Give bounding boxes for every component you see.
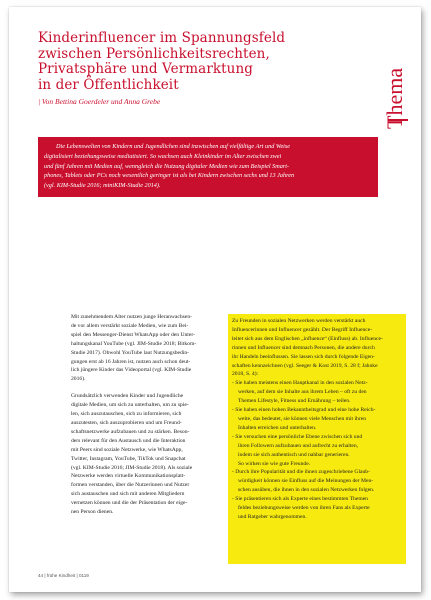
body-line: spiel den Messenger-Dienst WhatsApp oder den Unter- (71, 331, 195, 338)
title-line: zwischen Persönlichkeitsrechten, (38, 45, 270, 62)
body-line: 2016). (71, 376, 86, 383)
magazine-page (9, 7, 421, 592)
bullet-line: - Sie haben meistens einen Hauptkanal in den sozialen Netz- (232, 380, 368, 387)
body-paragraph (71, 392, 221, 517)
body-line: ders relevant für den Austausch und die Interaktion (71, 437, 186, 444)
lead-paragraph (38, 137, 378, 197)
bullet-line: Themen Lifestyle, Fitness und Ernährung – teilen. (238, 398, 351, 405)
bullet-line: So wirken sie wie gute Freunde. (238, 460, 311, 467)
body-line: (vgl. KIM-Studie 2016; JIM-Studie 2018). Als soziale (71, 464, 193, 471)
author-byline: | Von Bettina Goerdeler und Anna Grebe (38, 97, 161, 106)
article-header (38, 31, 373, 106)
highlight-line: ihr Handeln beeinflussen. Sie lassen sich durch folgende Eigen- (232, 353, 375, 360)
highlight-line: 2018, S. 4): (232, 371, 259, 378)
highlight-line: rinnen und Influencer sind demnach Personen, die andere durch (232, 344, 375, 351)
body-line: digitale Medien, um sich zu unterhalten, um zu spie- (71, 402, 189, 409)
bullet-line: Inhalten erreichen und unterhalten. (238, 424, 317, 431)
highlight-line: leitet sich aus dem Englischen „influence“ (Einfluss) ab. Influence- (232, 335, 383, 342)
body-line: haltungskanal YouTube (vgl. JIM-Studie 2018; Bitkom- (71, 340, 197, 347)
body-line: mit Peers sind soziale Netzwerke, wie WhatsApp, (71, 446, 183, 453)
bullet-line: werken, auf dem sie Inhalte aus ihrem Leben – oft zu den (238, 389, 367, 396)
bullet-line: feldes beziehungsweise werden von ihren Fans als Experte (238, 505, 370, 512)
body-line: lich jüngere Kinder das Videoportal (vgl. KIM-Studie (71, 367, 192, 374)
body-line: Studie 2017). Obwohl YouTube laut Nutzungsbedin- (71, 349, 190, 356)
highlight-line: Zu Freunden in sozialen Netzwerken werden verstärkt auch (232, 318, 366, 324)
title-line: Kinderinfluencer im Spannungsfeld (38, 30, 286, 46)
highlight-line: schaften kennzeichnen (vgl. Seeger & Kost 2019, S. 28 f; Jahnke (232, 362, 378, 369)
bullet-line: würdigkeit können sie Einfluss auf die Meinungen der Men- (238, 478, 374, 485)
bullet-line: indem sie sich authentisch und nahbar generieren. (238, 451, 350, 458)
lead-line: (vgl. KIM-Studie 2016; miniKIM-Studie 2014). (44, 182, 161, 190)
bullet-line: und Ratgeber wahrgenommen. (238, 513, 307, 520)
highlight-column (228, 314, 406, 564)
body-line: sich austauschen und sich mit anderen Mitgliedern (71, 491, 185, 498)
body-line: de vor allem verstärkt soziale Medien, wie zum Bei- (71, 322, 189, 329)
bullet-line: weite, das bedeutet, sie können viele Menschen mit ihren (238, 415, 366, 422)
highlight-line: Influencerinnen und Influencer gezählt. Der Begriff Influence- (232, 326, 373, 333)
body-line: Twitter, Instagram, YouTube, TikTok und Snapchat (71, 455, 186, 462)
body-paragraph (71, 313, 221, 384)
body-line: Netzwerke werden virtuelle Kommunikationsplatt- (71, 473, 186, 480)
section-label (380, 21, 412, 141)
lead-line: digitalisiert beziehungsweise mediatisiert. So wachsen auch Kleinkinder im Alter zwischen zwei (44, 152, 282, 160)
body-line: gungen erst ab 16 Jahren ist, nutzen auch schon deut- (71, 358, 191, 365)
bullet-line: - Sie versuchen eine persönliche Ebene zwischen sich und (232, 433, 363, 440)
body-column-left (71, 313, 221, 525)
bullet-line: schen ausüben, die ihnen in den sozialen Netzwerken folgen. (238, 487, 375, 494)
body-line: Mit zunehmendem Alter nutzen junge Heranwachsen- (71, 314, 192, 320)
body-line: formen verstanden, über die Nutzerinnen und Nutzer (71, 482, 190, 489)
body-line: Grundsätzlich verwenden Kinder und Jugendliche (71, 393, 184, 400)
lead-line: und fünf Jahren mit Medien auf, wenngleich die Nutzung digitaler Medien wie zum Beispiel Smart- (44, 162, 289, 170)
page-footer: 44 | frühe Kindheit | 0119 (38, 573, 89, 578)
bullet-line: - Sie haben einen hohen Bekanntheitsgrad und eine hohe Reich- (232, 407, 376, 414)
bullet-line: - Durch ihre Popularität und die ihnen zugeschriebene Glaub- (232, 469, 370, 476)
title-line: in der Öffentlichkeit (38, 76, 179, 93)
lead-line: phones, Tablets oder PCs noch wesentlich geringer ist als bei Kindern zwischen sechs und 13 Jahren (44, 172, 295, 180)
body-line: len, sich auszutauschen, sich zu informieren, sich (71, 411, 182, 418)
body-line: schaftsnetzwerke aufzubauen und zu stärken. Beson- (71, 428, 190, 435)
body-line: auszutesten, sich auszuprobieren und um Freund- (71, 419, 182, 426)
bullet-line: ihren Followern aufzubauen und aufrecht zu erhalten, (238, 442, 359, 449)
body-line: vernetzen können und die der Präsentation der eige- (71, 500, 188, 507)
bullet-line: - Sie präsentieren sich als Experte eines bestimmten Themen (232, 496, 368, 503)
title-line: Privatsphäre und Vermarktung (38, 61, 254, 77)
body-line: nen Person dienen. (71, 509, 114, 516)
article-title (38, 31, 373, 93)
lead-line: Die Lebenswelten von Kindern und Jugendlichen sind inzwischen auf vielfältige Art und Weise (56, 143, 291, 150)
section-label-text: Thema (382, 67, 407, 129)
